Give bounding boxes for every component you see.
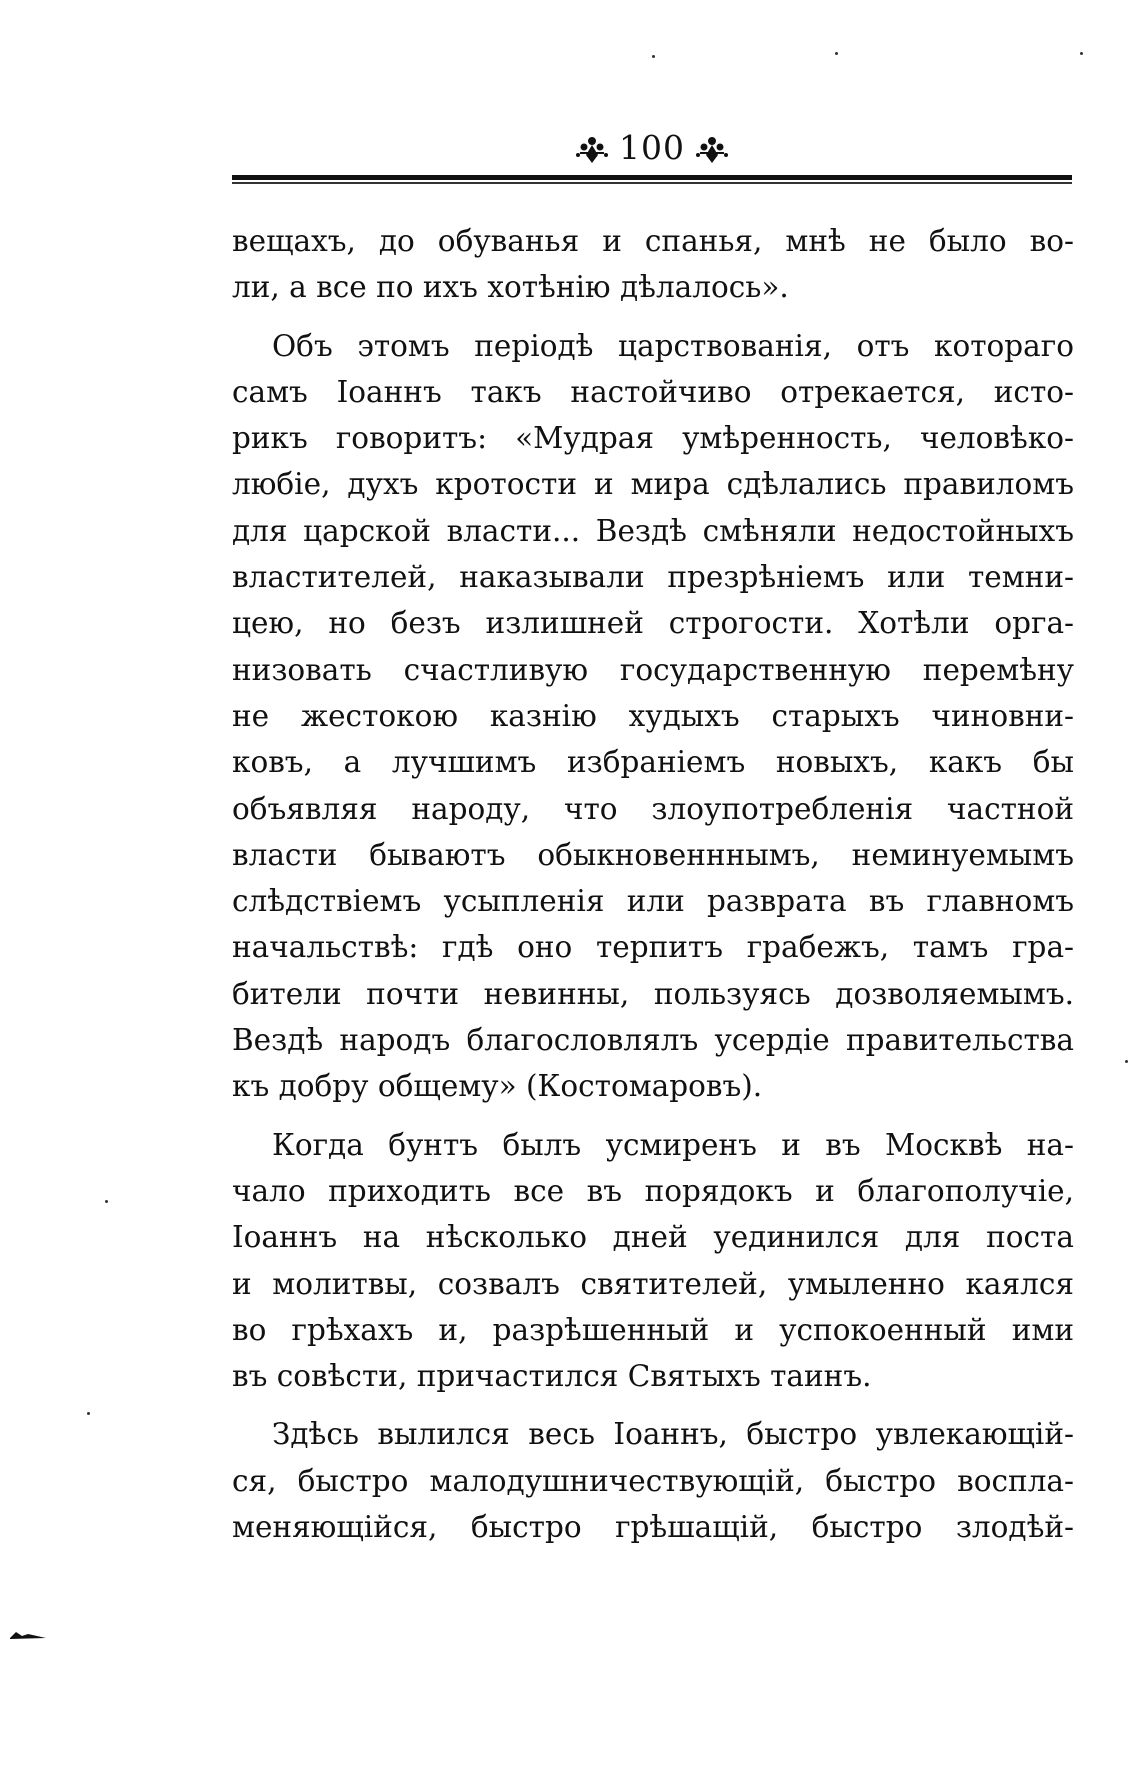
- text-line: въ совѣсти, причастился Святыхъ таинъ.: [232, 1359, 872, 1394]
- speck: [1080, 52, 1083, 55]
- speck: [835, 52, 838, 55]
- running-header: [232, 122, 1072, 182]
- text-line: властителей, наказывали презрѣніемъ или темни-: [232, 560, 1074, 595]
- text-line: цею, но безъ излишней строгости. Хотѣли орга-: [232, 606, 1074, 641]
- fleuron-icon: [695, 133, 729, 167]
- text-line: ли, а все по ихъ хотѣнію дѣлалось».: [232, 270, 789, 305]
- margin-mark: [8, 1630, 48, 1640]
- paragraph-gap: [232, 1399, 1074, 1411]
- text-line: самъ Іоаннъ такъ настойчиво отрекается, исто-: [232, 374, 1074, 409]
- text-line: во грѣхахъ и, разрѣшенный и успокоенный ими: [232, 1312, 1074, 1347]
- text-line: чало приходить все въ порядокъ и благополучіе,: [232, 1173, 1074, 1208]
- text-line: Іоаннъ на нѣсколько дней уединился для поста: [232, 1220, 1074, 1255]
- speck: [105, 1200, 108, 1203]
- page-number-row: [232, 128, 1072, 168]
- text-line: для царской власти... Вездѣ смѣняли недостойныхъ: [232, 513, 1074, 548]
- text-line: рикъ говоритъ: «Мудрая умѣренность, человѣко-: [232, 421, 1074, 456]
- text-line: не жестокою казнію худыхъ старыхъ чиновни-: [232, 698, 1074, 733]
- page-number: 100: [619, 128, 685, 167]
- text-line: Когда бунтъ былъ усмиренъ и въ Москвѣ на-: [272, 1127, 1074, 1162]
- fleuron-icon: [575, 133, 609, 167]
- text-line: любіе, духъ кротости и мира сдѣлались правиломъ: [232, 467, 1074, 502]
- text-line: Вездѣ народъ благословлялъ усердіе правительства: [232, 1023, 1074, 1058]
- header-rule: [232, 175, 1072, 180]
- text-line: меняющійся, быстро грѣшащій, быстро злодѣй-: [232, 1510, 1074, 1545]
- speck: [87, 1412, 90, 1415]
- text-line: объявляя народу, что злоупотребленія частной: [232, 791, 1074, 826]
- text-line: ковъ, а лучшимъ избраніемъ новыхъ, какъ бы: [232, 745, 1074, 780]
- text-line: власти бываютъ обыкновенннымъ, неминуемымъ: [232, 837, 1074, 872]
- speck: [652, 55, 655, 58]
- text-line: къ добру общему» (Костомаровъ).: [232, 1069, 763, 1104]
- body-text: [232, 218, 1074, 1550]
- paragraph-gap: [232, 1110, 1074, 1122]
- text-line: низовать счастливую государственную перемѣну: [232, 652, 1074, 687]
- text-line: и молитвы, созвалъ святителей, умыленно каялся: [232, 1266, 1074, 1301]
- text-line: слѣдствіемъ усыпленія или разврата въ главномъ: [232, 884, 1074, 919]
- text-line: начальствѣ: гдѣ оно терпитъ грабежъ, тамъ гра-: [232, 930, 1074, 965]
- speck: [1125, 1060, 1128, 1063]
- text-line: бители почти невинны, пользуясь дозволяемымъ.: [232, 976, 1074, 1011]
- text-line: вещахъ, до обуванья и спанья, мнѣ не было во-: [232, 224, 1074, 258]
- header-rule-thin: [232, 182, 1072, 184]
- text-line: ся, быстро малодушничествующій, быстро воспла-: [232, 1463, 1074, 1498]
- text-line: Здѣсь вылился весь Іоаннъ, быстро увлекающій-: [272, 1417, 1074, 1452]
- text-line: Объ этомъ періодѣ царствованія, отъ котораго: [272, 328, 1074, 363]
- paragraph-gap: [232, 311, 1074, 323]
